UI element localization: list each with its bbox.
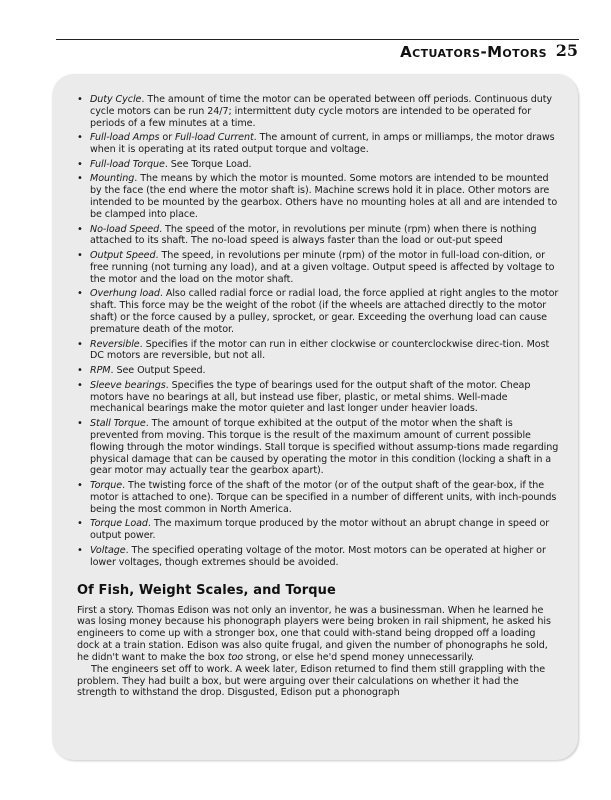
- list-item: • Torque Load. The maximum torque produced by the motor without an abrupt change in speed or output power.: [77, 518, 559, 542]
- running-header-title: Actuators-Motors: [400, 43, 547, 61]
- list-item: • Mounting. The means by which the motor is mounted. Some motors are intended to be mounted by the face (the end where the motor shaft is). Machine screws hold it in place. Other motors are intended to be mounted by the gearbox. Others have no mounting holes at all and are intended to be clamped into place.: [77, 173, 559, 220]
- body-paragraph: The engineers set off to work. A week later, Edison returned to find them still grappling with the problem. They had built a box, but were arguing over their calculations on whether it had the strength to withstand the drop. Disgusted, Edison put a phonograph: [77, 663, 546, 699]
- header-rule: [56, 39, 579, 40]
- section-heading: Of Fish, Weight Scales, and Torque: [77, 582, 336, 598]
- list-item: • Torque. The twisting force of the shaft of the motor (or of the output shaft of the gear-box, if the motor is attached to one). Torque can be specified in a number of different units, with inch-pounds being the most common in North America.: [77, 480, 559, 516]
- list-item: • Sleeve bearings. Specifies the type of bearings used for the output shaft of the motor. Cheap motors have no bearings at all, but instead use fiber, plastic, or metal shims. Well-made mechanical bearings make the motor quieter and last longer under heavier loads.: [77, 380, 559, 416]
- list-item: • Reversible. Specifies if the motor can run in either clockwise or counterclockwise direc-tion. Most DC motors are reversible, but not all.: [77, 339, 559, 363]
- glossary-list: [77, 94, 559, 569]
- list-item: • No-load Speed. The speed of the motor, in revolutions per minute (rpm) when there is nothing attached to its shaft. The no-load speed is always faster than the load or out-put speed: [77, 224, 559, 248]
- page-content: [77, 94, 559, 699]
- list-item: • Output Speed. The speed, in revolutions per minute (rpm) of the motor in full-load con-dition, or free running (not turning any load), and at a given voltage. Output speed is affected by voltage to the motor and the load on the motor shaft.: [77, 250, 559, 286]
- list-item: • Voltage. The specified operating voltage of the motor. Most motors can be operated at higher or lower voltages, though extremes should be avoided.: [77, 545, 559, 569]
- list-item: • Full-load Torque. See Torque Load.: [77, 159, 559, 171]
- page-number: 25: [555, 41, 578, 60]
- body-paragraph: First a story. Thomas Edison was not only an inventor, he was a businessman. When he learned he was losing money because his phonograph players were being broken in rail shipment, he asked his engineers to come up with a stronger box, one that could with-stand being dropped off a loading dock at a train station. Edison was also quite frugal, and given the number of phonographs he sold, he didn't want to make the box too strong, or else he'd spend money unnecessarily.: [77, 604, 551, 663]
- list-item: • Duty Cycle. The amount of time the motor can be operated between off periods. Continuous duty cycle motors can be run 24/7; intermittent duty cycle motors are intended to be operated for periods of a few minutes at a time.: [77, 94, 559, 130]
- list-item: • RPM. See Output Speed.: [77, 365, 559, 377]
- list-item: • Overhung load. Also called radial force or radial load, the force applied at right angles to the motor shaft. This force may be the weight of the robot (if the wheels are attached directly to the motor shaft) or the force caused by a pulley, sprocket, or gear. Exceeding the overhung load can cause premature death of the motor.: [77, 288, 559, 335]
- list-item: • Stall Torque. The amount of torque exhibited at the output of the motor when the shaft is prevented from moving. This torque is the result of the maximum amount of current possible flowing through the motor windings. Stall torque is specified without assump-tions made regarding physical damage that can be caused by operating the motor in this condition (locking a shaft in a gear motor may actually tear the gearbox apart).: [77, 418, 559, 477]
- list-item: • Full-load Amps or Full-load Current. The amount of current, in amps or milliamps, the motor draws when it is operating at its rated output torque and voltage.: [77, 132, 559, 156]
